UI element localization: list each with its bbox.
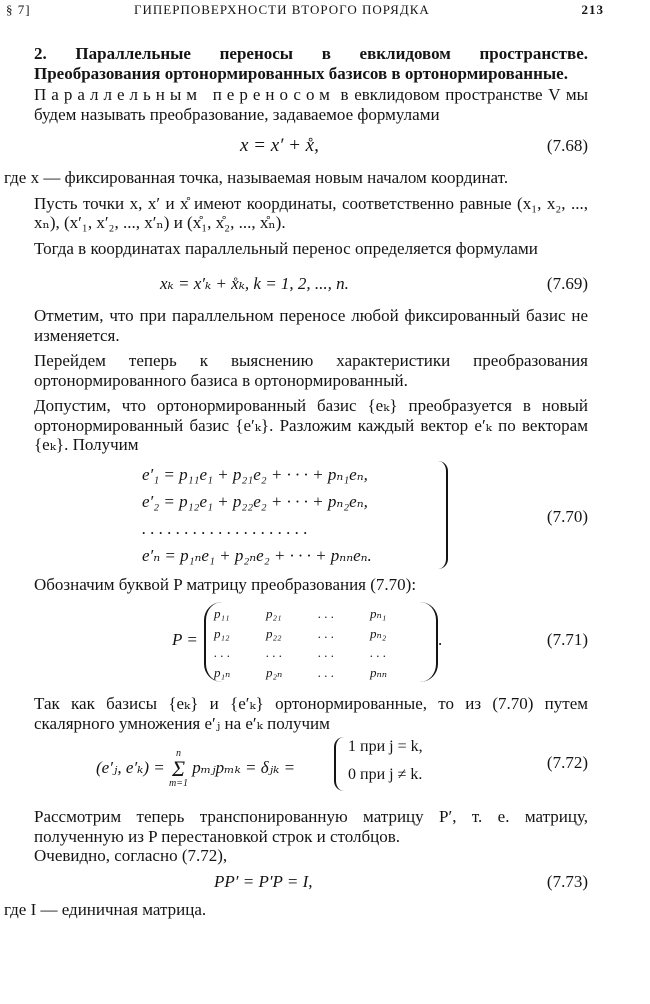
matrix-label: P = [172, 630, 198, 649]
matrix-cell: pₙₙ [370, 664, 388, 680]
matrix-P [204, 602, 438, 682]
equation-7-70-line-1: e′₁ = p₁₁e₁ + p₂₁e₂ + · · · + pₙ₁eₙ, [142, 464, 368, 484]
equation-7-69-number: (7.69) [546, 274, 588, 293]
matrix-table [214, 604, 422, 682]
equation-7-72-cases [334, 733, 423, 795]
paragraph-6: Перейдем теперь к выяснению характеристики преобразования ортонормированного базиса в ортонормированный. [34, 351, 588, 390]
equation-7-72 [34, 733, 588, 799]
right-brace [436, 461, 448, 569]
matrix-cell: p₂ₙ [266, 664, 283, 680]
matrix-cell: . . . [318, 645, 335, 660]
equation-7-70-number: (7.70) [546, 506, 588, 526]
spaced-term: Параллельным переносом [34, 85, 335, 104]
paragraph-3: Пусть точки x, x′ и x̊ имеют координаты, соответственно равные (x₁, x₂, ..., xₙ), (x′₁, x′₂, ..., x′ₙ) и (x̊₁, x̊₂, ..., x̊ₙ). [34, 193, 588, 232]
paragraph-1-text: в евклидовом пространстве V мы будем называть преобразование, задаваемое формулами [34, 85, 588, 124]
matrix-period: . [438, 630, 443, 649]
page-number: 213 [581, 2, 604, 17]
case-1: 1 при j = k, [348, 738, 423, 755]
summation [169, 749, 188, 789]
equation-7-72-number: (7.72) [546, 753, 588, 772]
matrix-cell: . . . [318, 664, 335, 680]
equation-7-72-left: (e′ⱼ, e′ₖ) = [96, 757, 170, 777]
equation-7-72-middle: pₘⱼpₘₖ = δⱼₖ = [192, 757, 296, 777]
equation-7-73-body: PP′ = P′P = I, [214, 871, 313, 891]
matrix-cell: . . . [370, 645, 387, 660]
matrix-cell: p₂₂ [266, 625, 282, 641]
equation-7-70-line-n: e′ₙ = p₁ₙe₁ + p₂ₙe₂ + · · · + pₙₙeₙ. [142, 545, 372, 565]
page-body [4, 44, 588, 919]
equation-7-70 [34, 461, 588, 571]
left-brace [334, 737, 344, 791]
matrix-cell: pₙ₁ [370, 606, 387, 621]
paragraph-2: где x — фиксированная точка, называемая новым началом координат. [4, 168, 509, 187]
running-title: ГИПЕРПОВЕРХНОСТИ ВТОРОГО ПОРЯДКА [134, 2, 430, 17]
equation-7-68-body: x = x′ + x̊, [240, 135, 319, 156]
equation-7-70-line-2: e′₂ = p₁₂e₁ + p₂₂e₂ + · · · + pₙ₂eₙ, [142, 491, 368, 511]
equation-7-73 [34, 866, 588, 900]
matrix-cell: . . . [318, 625, 335, 641]
summation-upper: n [176, 748, 181, 759]
matrix-cell: pₙ₂ [370, 625, 387, 641]
equation-7-70-lines [142, 461, 372, 569]
paragraph-8: Обозначим буквой P матрицу преобразования (7.70): [34, 574, 417, 594]
matrix-cell: p₁ₙ [214, 664, 231, 680]
matrix-cell: p₁₂ [214, 625, 230, 641]
running-header [6, 2, 604, 24]
matrix-row [214, 643, 422, 663]
equation-7-68 [34, 124, 588, 168]
equation-7-73-number: (7.73) [546, 871, 588, 891]
paragraph-4: Тогда в координатах параллельный перенос определяется формулами [34, 238, 538, 258]
subsection-heading: 2. Параллельные переносы в евклидовом пространстве. Преобразования ортонормированных базисов в ортонормированные. [34, 44, 588, 83]
summation-lower: m=1 [169, 778, 188, 789]
summation-sign: Σ [171, 756, 186, 781]
equation-7-68-number: (7.68) [546, 136, 588, 155]
matrix-cell: p₁₁ [214, 606, 230, 621]
matrix-row [214, 604, 422, 624]
matrix-row [214, 624, 422, 644]
paragraph-11: Очевидно, согласно (7.72), [34, 846, 228, 865]
paragraph-9: Так как базисы {eₖ} и {e′ₖ} ортонормированные, то из (7.70) путем скалярного умножения e′ⱼ на e′ₖ получим [34, 694, 588, 733]
matrix-cell: . . . [266, 645, 283, 660]
equation-7-71-number: (7.71) [546, 630, 588, 649]
paragraph-7: Допустим, что ортонормированный базис {eₖ} преобразуется в новый ортонормированный базис {e′ₖ}. Разложим каждый вектор e′ₖ по векторам {eₖ}. Получим [34, 396, 588, 454]
paragraph-12: где I — единичная матрица. [4, 899, 207, 919]
equation-7-69 [34, 258, 588, 306]
section-mark: § 7] [6, 2, 31, 17]
paragraph-10: Рассмотрим теперь транспонированную матрицу P′, т. е. матрицу, полученную из P перестановкой строк и столбцов. [34, 807, 588, 846]
equation-7-70-line-dots: . . . . . . . . . . . . . . . . . . . . [142, 518, 308, 538]
matrix-cell: . . . [214, 645, 231, 660]
paragraph-1 [34, 85, 588, 124]
equation-7-72-body [96, 749, 295, 789]
matrix-row [214, 663, 422, 683]
equation-7-71 [34, 600, 588, 686]
matrix-cell: p₂₁ [266, 606, 282, 621]
paragraph-5: Отметим, что при параллельном переносе любой фиксированный базис не изменяется. [34, 306, 588, 345]
equation-7-69-body: xₖ = x′ₖ + x̊ₖ, k = 1, 2, ..., n. [160, 274, 349, 293]
case-2: 0 при j ≠ k. [348, 766, 423, 783]
matrix-cell: . . . [318, 606, 335, 621]
